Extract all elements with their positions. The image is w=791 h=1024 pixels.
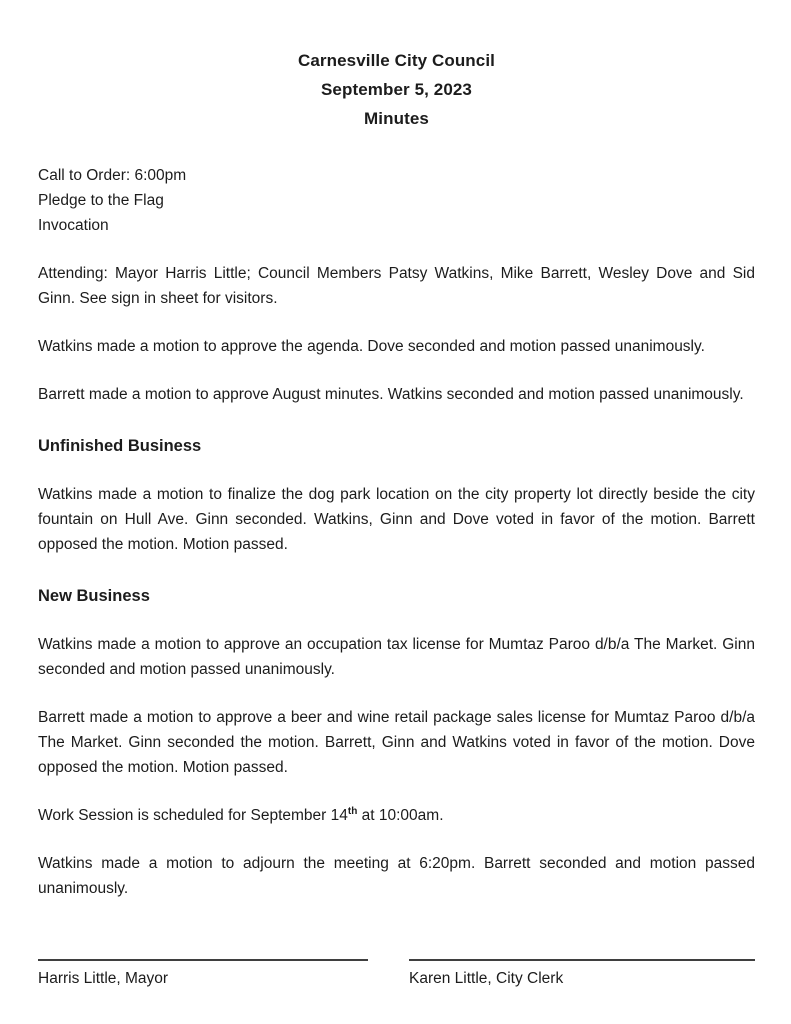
- work-session-text: Work Session is scheduled for September 14: [38, 807, 348, 824]
- mayor-signature-area: [38, 959, 368, 991]
- document-header: [38, 46, 755, 133]
- work-session-time: at 10:00am.: [357, 807, 444, 824]
- document-title: Carnesville City Council: [297, 51, 495, 70]
- august-minutes-motion-paragraph: Barrett made a motion to approve August minutes. Watkins seconded and motion passed unanimously.: [38, 386, 744, 403]
- opening-items: [38, 163, 755, 238]
- unfinished-business-heading: Unfinished Business: [38, 437, 202, 455]
- document-type: Minutes: [364, 109, 429, 128]
- adjourn-motion-paragraph: Watkins made a motion to adjourn the meeting at 6:20pm. Barrett seconded and motion passed unanimously.: [38, 855, 755, 897]
- mayor-signature-label: Harris Little, Mayor: [38, 970, 169, 987]
- occupation-tax-motion-paragraph: Watkins made a motion to approve an occupation tax license for Mumtaz Paroo d/b/a The Market. Ginn seconded and motion passed unanimously.: [38, 636, 755, 678]
- agenda-motion-paragraph: Watkins made a motion to approve the agenda. Dove seconded and motion passed unanimously.: [38, 338, 705, 355]
- work-session-ordinal-suffix: th: [347, 805, 358, 817]
- signature-block: [38, 959, 755, 991]
- clerk-signature-area: [409, 959, 755, 991]
- new-business-heading: New Business: [38, 587, 150, 605]
- dog-park-motion-paragraph: Watkins made a motion to finalize the dog park location on the city property lot directly beside the city fountain on Hull Ave. Ginn seconded. Watkins, Ginn and Dove voted in favor of the motion. Barrett opposed the motion. Motion passed.: [38, 486, 755, 553]
- call-to-order-line: Call to Order: 6:00pm: [38, 167, 187, 184]
- alcohol-license-motion-paragraph: Barrett made a motion to approve a beer and wine retail package sales license for Mumtaz Paroo d/b/a The Market. Ginn seconded the motion. Barrett, Ginn and Watkins voted in favor of the motion. Dove opposed the motion. Motion passed.: [38, 709, 755, 776]
- mayor-signature-line: [38, 959, 368, 961]
- attending-paragraph: Attending: Mayor Harris Little; Council Members Patsy Watkins, Mike Barrett, Wesley Dove and Sid Ginn. See sign in sheet for visitors.: [38, 265, 755, 307]
- clerk-signature-line: [409, 959, 755, 961]
- invocation-line: Invocation: [38, 217, 109, 234]
- clerk-signature-label: Karen Little, City Clerk: [409, 970, 564, 987]
- minutes-body: [38, 261, 755, 901]
- pledge-line: Pledge to the Flag: [38, 192, 164, 209]
- document-date: September 5, 2023: [320, 80, 472, 99]
- work-session-paragraph: [38, 803, 755, 828]
